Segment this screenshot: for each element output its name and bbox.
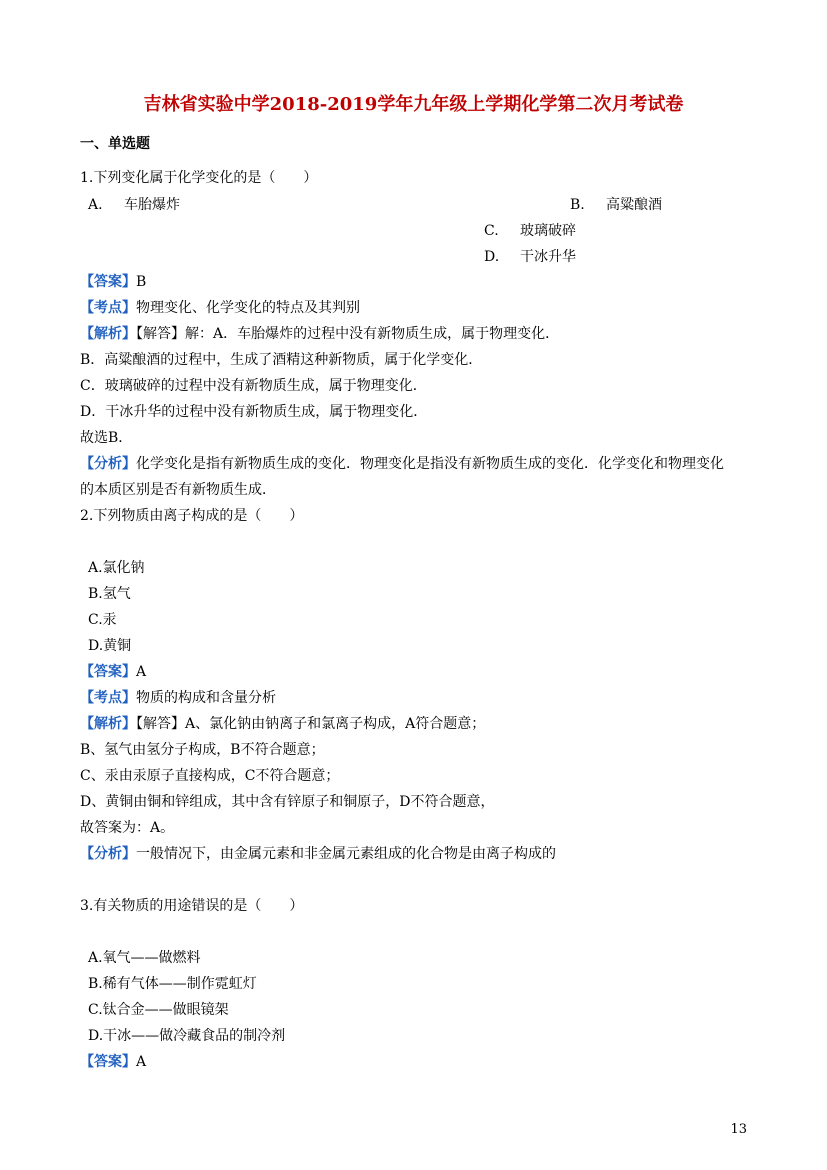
q1-point <box>80 298 360 318</box>
option-letter: D. <box>484 249 500 265</box>
q2-option-a: A.氯化钠 <box>88 560 145 576</box>
answer-value: B <box>136 274 147 290</box>
q3-stem: 3.有关物质的用途错误的是（ ） <box>80 898 304 914</box>
page-number: 13 <box>730 1122 747 1137</box>
analysis-tag: 【分析】 <box>80 456 136 472</box>
q1-option-b <box>570 195 662 215</box>
q3-option-d: D.干冰——做冷藏食品的制冷剂 <box>88 1028 286 1044</box>
q1-explain <box>80 324 559 344</box>
q2-explain-line: C、汞由汞原子直接构成，C不符合题意； <box>80 768 340 784</box>
q1-analysis-cont: 的本质区别是否有新物质生成． <box>80 482 276 498</box>
q1-explain-line: C．玻璃破碎的过程中没有新物质生成，属于物理变化． <box>80 378 427 394</box>
q1-explain-line: D．干冰升华的过程中没有新物质生成，属于物理变化． <box>80 404 428 420</box>
section-heading: 一、单选题 <box>80 136 150 152</box>
option-text: 车胎爆炸 <box>124 197 180 213</box>
option-letter: A. <box>88 197 103 213</box>
q3-answer <box>80 1052 146 1072</box>
q2-analysis <box>80 844 556 864</box>
answer-value: A <box>136 664 147 680</box>
q1-analysis <box>80 454 724 474</box>
point-tag: 【考点】 <box>80 300 136 316</box>
q1-option-c <box>484 221 576 241</box>
q3-option-b: B.稀有气体——制作霓虹灯 <box>88 976 257 992</box>
q1-option-a <box>88 195 180 215</box>
option-text: 高粱酿酒 <box>606 197 662 213</box>
q2-answer <box>80 662 146 682</box>
analysis-tag: 【分析】 <box>80 846 136 862</box>
q1-stem: 1.下列变化属于化学变化的是（ ） <box>80 170 318 186</box>
q1-answer <box>80 272 146 292</box>
q2-explain <box>80 714 485 734</box>
option-letter: B. <box>570 197 585 213</box>
analysis-text: 一般情况下，由金属元素和非金属元素组成的化合物是由离子构成的 <box>136 846 556 862</box>
q2-explain-line: B、氢气由氢分子构成，B不符合题意； <box>80 742 325 758</box>
document-title: 吉林省实验中学2018-2019学年九年级上学期化学第二次月考试卷 <box>143 94 684 115</box>
option-text: 干冰升华 <box>520 249 576 265</box>
answer-tag: 【答案】 <box>80 274 136 290</box>
q1-option-d <box>484 247 576 267</box>
point-text: 物理变化、化学变化的特点及其判别 <box>136 300 360 316</box>
option-letter: C. <box>484 223 499 239</box>
answer-value: A <box>136 1054 147 1070</box>
analysis-text: 化学变化是指有新物质生成的变化．物理变化是指没有新物质生成的变化．化学变化和物理变化 <box>136 456 724 472</box>
q2-explain-line: 故答案为：A。 <box>80 820 175 836</box>
explain-tag: 【解析】 <box>80 326 136 342</box>
option-text: 玻璃破碎 <box>520 223 576 239</box>
q1-explain-line: B．高粱酿酒的过程中，生成了酒精这种新物质，属于化学变化． <box>80 352 483 368</box>
explain-tag: 【解析】 <box>80 716 136 732</box>
q2-option-d: D.黄铜 <box>88 638 132 654</box>
q2-option-b: B.氢气 <box>88 586 131 602</box>
q2-option-c: C.汞 <box>88 612 117 628</box>
q2-explain-line: D、黄铜由铜和锌组成，其中含有锌原子和铜原子，D不符合题意， <box>80 794 495 810</box>
explain-text: 【解答】A、氯化钠由钠离子和氯离子构成，A符合题意； <box>136 716 486 732</box>
q1-explain-line: 故选B． <box>80 430 133 446</box>
answer-tag: 【答案】 <box>80 1054 136 1070</box>
answer-tag: 【答案】 <box>80 664 136 680</box>
explain-text: 【解答】解：A．车胎爆炸的过程中没有新物质生成，属于物理变化． <box>136 326 560 342</box>
q2-stem: 2.下列物质由离子构成的是（ ） <box>80 508 304 524</box>
point-text: 物质的构成和含量分析 <box>136 690 276 706</box>
q2-point <box>80 688 276 708</box>
point-tag: 【考点】 <box>80 690 136 706</box>
q3-option-a: A.氧气——做燃料 <box>88 950 201 966</box>
q3-option-c: C.钛合金——做眼镜架 <box>88 1002 229 1018</box>
